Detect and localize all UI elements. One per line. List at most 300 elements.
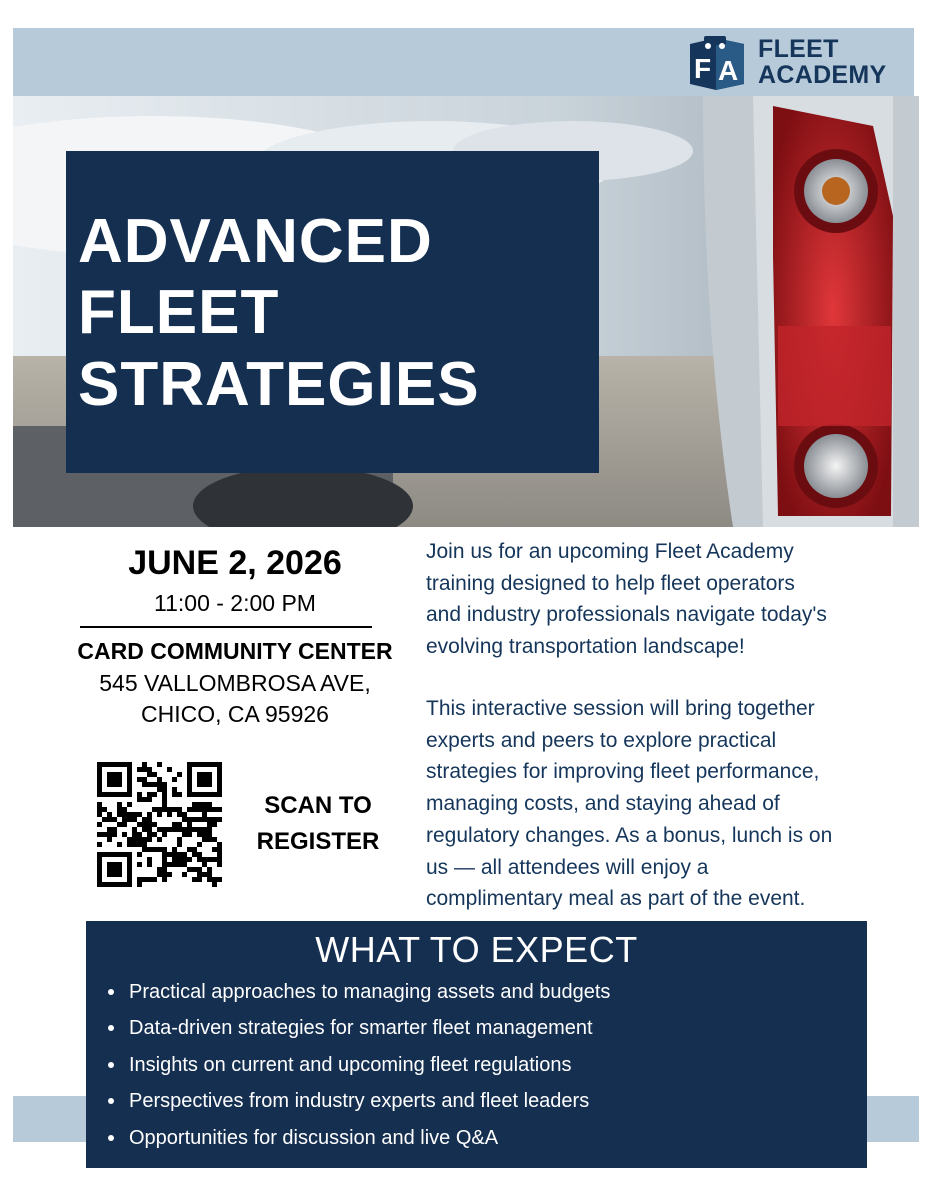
qr-module [202, 827, 207, 832]
qr-module [177, 792, 182, 797]
qr-module [187, 777, 192, 782]
qr-module [97, 862, 102, 867]
qr-module [137, 792, 142, 797]
address-line-2: CHICO, CA 95926 [141, 701, 329, 727]
qr-module [207, 777, 212, 782]
qr-module [97, 872, 102, 877]
qr-module [182, 812, 187, 817]
qr-module [137, 822, 142, 827]
qr-module [127, 872, 132, 877]
qr-module [157, 847, 162, 852]
qr-module [112, 792, 117, 797]
qr-module [137, 837, 142, 842]
expect-list-item [129, 1013, 610, 1049]
qr-module [147, 797, 152, 802]
qr-module [97, 842, 102, 847]
qr-module [192, 867, 197, 872]
qr-module [202, 857, 207, 862]
qr-module [207, 837, 212, 842]
qr-module [167, 852, 172, 857]
intro-paragraph-2 [426, 693, 906, 915]
qr-module [197, 777, 202, 782]
qr-module [137, 842, 142, 847]
qr-module [197, 852, 202, 857]
bullet-icon [108, 1025, 114, 1031]
qr-module [207, 877, 212, 882]
qr-module [107, 782, 112, 787]
qr-module [197, 807, 202, 812]
qr-module [207, 867, 212, 872]
qr-module [202, 772, 207, 777]
qr-module [157, 782, 162, 787]
qr-module [117, 807, 122, 812]
qr-module [102, 832, 107, 837]
qr-module [137, 832, 142, 837]
intro-p2-line: strategies for improving fleet performance, [426, 760, 820, 784]
qr-module [112, 782, 117, 787]
qr-module [127, 867, 132, 872]
qr-module [137, 767, 142, 772]
qr-module [147, 772, 152, 777]
qr-module [142, 837, 147, 842]
qr-module [142, 777, 147, 782]
qr-module [207, 807, 212, 812]
qr-module [147, 832, 152, 837]
qr-module [202, 807, 207, 812]
qr-module [142, 877, 147, 882]
qr-module [157, 837, 162, 842]
qr-module [207, 802, 212, 807]
qr-module [212, 762, 217, 767]
qr-module [127, 837, 132, 842]
qr-module [122, 852, 127, 857]
qr-module [122, 832, 127, 837]
qr-module [152, 847, 157, 852]
qr-module [97, 867, 102, 872]
qr-module [197, 762, 202, 767]
qr-module [192, 817, 197, 822]
qr-module [112, 772, 117, 777]
qr-module [217, 807, 222, 812]
qr-module [102, 817, 107, 822]
qr-module [177, 852, 182, 857]
qr-module [177, 822, 182, 827]
qr-module [197, 872, 202, 877]
qr-module [207, 832, 212, 837]
qr-module [162, 877, 167, 882]
qr-module [127, 787, 132, 792]
qr-module [182, 862, 187, 867]
qr-module [192, 792, 197, 797]
qr-module [177, 827, 182, 832]
qr-module [152, 807, 157, 812]
qr-module [172, 852, 177, 857]
qr-module [162, 857, 167, 862]
expect-item-text: Data-driven strategies for smarter fleet management [129, 1017, 593, 1040]
qr-module [97, 807, 102, 812]
qr-module [117, 802, 122, 807]
qr-module [187, 847, 192, 852]
intro-p1-line: and industry professionals navigate today's [426, 603, 827, 627]
scan-line-2: REGISTER [256, 828, 380, 855]
qr-module [202, 872, 207, 877]
qr-module [187, 782, 192, 787]
qr-module [122, 762, 127, 767]
qr-module [167, 812, 172, 817]
expect-list-item [129, 1123, 610, 1159]
event-venue: CARD COMMUNITY CENTER [77, 638, 393, 664]
qr-module [117, 867, 122, 872]
qr-module [137, 882, 142, 887]
qr-module [207, 822, 212, 827]
qr-module [187, 792, 192, 797]
qr-module [107, 777, 112, 782]
qr-module [217, 787, 222, 792]
fleet-academy-logo [686, 33, 906, 91]
qr-module [107, 837, 112, 842]
qr-module [147, 837, 152, 842]
qr-module [172, 787, 177, 792]
qr-module [102, 807, 107, 812]
qr-module [147, 877, 152, 882]
qr-module [182, 872, 187, 877]
qr-module [97, 767, 102, 772]
qr-module [147, 857, 152, 862]
bullet-icon [108, 1062, 114, 1068]
qr-module [182, 827, 187, 832]
qr-module [122, 822, 127, 827]
qr-module [207, 872, 212, 877]
qr-module [97, 802, 102, 807]
intro-p2-line: managing costs, and staying ahead of [426, 792, 780, 816]
qr-module [127, 842, 132, 847]
qr-module [107, 882, 112, 887]
qr-module [107, 812, 112, 817]
qr-module [212, 807, 217, 812]
qr-module [142, 782, 147, 787]
qr-module [187, 772, 192, 777]
qr-module [217, 782, 222, 787]
qr-module [172, 827, 177, 832]
qr-module [117, 822, 122, 827]
qr-module [97, 762, 102, 767]
qr-module [172, 807, 177, 812]
qr-module [172, 792, 177, 797]
qr-module [167, 872, 172, 877]
svg-text:A: A [718, 55, 739, 86]
qr-module [177, 807, 182, 812]
qr-module [97, 877, 102, 882]
qr-module [97, 777, 102, 782]
qr-module [177, 862, 182, 867]
intro-p2-line: This interactive session will bring together [426, 697, 815, 720]
qr-module [162, 872, 167, 877]
qr-module [207, 762, 212, 767]
qr-module [102, 882, 107, 887]
qr-module [117, 882, 122, 887]
qr-module [102, 792, 107, 797]
qr-module [127, 772, 132, 777]
intro-p1-line: Join us for an upcoming Fleet Academy [426, 540, 794, 563]
qr-module [187, 832, 192, 837]
qr-module [187, 822, 192, 827]
qr-module [157, 812, 162, 817]
qr-module [202, 777, 207, 782]
qr-module [107, 862, 112, 867]
qr-module [107, 772, 112, 777]
qr-module [177, 812, 182, 817]
qr-module [177, 837, 182, 842]
qr-module [107, 832, 112, 837]
expect-item-text: Opportunities for discussion and live Q&A [129, 1126, 499, 1149]
qr-module [142, 827, 147, 832]
qr-module [127, 762, 132, 767]
qr-module [97, 812, 102, 817]
expect-item-text: Perspectives from industry experts and fleet leaders [129, 1090, 590, 1113]
qr-module [172, 822, 177, 827]
qr-module [147, 847, 152, 852]
qr-module [217, 847, 222, 852]
qr-module [212, 837, 217, 842]
qr-module [147, 812, 152, 817]
qr-module [177, 857, 182, 862]
qr-module [192, 807, 197, 812]
qr-module [97, 857, 102, 862]
qr-module [202, 817, 207, 822]
qr-module [127, 882, 132, 887]
qr-module [207, 817, 212, 822]
qr-module [187, 817, 192, 822]
qr-module [97, 772, 102, 777]
bullet-icon [108, 1098, 114, 1104]
what-to-expect-heading: WHAT TO EXPECT [315, 929, 638, 970]
qr-module [97, 782, 102, 787]
qr-module [172, 857, 177, 862]
qr-module [212, 857, 217, 862]
qr-module [187, 857, 192, 862]
intro-p1-line: evolving transportation landscape! [426, 635, 745, 659]
qr-module [132, 837, 137, 842]
qr-module [167, 862, 172, 867]
qr-module [187, 767, 192, 772]
qr-module [97, 832, 102, 837]
qr-module [132, 827, 137, 832]
qr-module [147, 827, 152, 832]
qr-module [212, 792, 217, 797]
qr-module [152, 832, 157, 837]
qr-module [197, 832, 202, 837]
qr-module [197, 857, 202, 862]
qr-module [167, 807, 172, 812]
qr-module [112, 882, 117, 887]
qr-module [157, 762, 162, 767]
qr-module [212, 847, 217, 852]
qr-module [137, 852, 142, 857]
qr-module [182, 852, 187, 857]
expect-item-text: Practical approaches to managing assets and budgets [129, 981, 611, 1003]
qr-module [127, 782, 132, 787]
qr-module [117, 782, 122, 787]
intro-p2-line: experts and peers to explore practical [426, 728, 777, 752]
qr-module [212, 822, 217, 827]
qr-module [167, 827, 172, 832]
qr-module [117, 792, 122, 797]
qr-module [117, 762, 122, 767]
qr-module [147, 817, 152, 822]
qr-module [97, 787, 102, 792]
qr-module [112, 762, 117, 767]
qr-module [192, 802, 197, 807]
qr-module [132, 817, 137, 822]
qr-module [182, 857, 187, 862]
qr-module [197, 782, 202, 787]
qr-module [112, 867, 117, 872]
qr-module [142, 762, 147, 767]
qr-code-icon[interactable] [97, 762, 222, 887]
qr-module [112, 862, 117, 867]
qr-module [207, 772, 212, 777]
qr-module [187, 867, 192, 872]
qr-module [197, 867, 202, 872]
qr-module [162, 847, 167, 852]
qr-module [217, 877, 222, 882]
qr-module [107, 817, 112, 822]
qr-module [142, 797, 147, 802]
qr-module [107, 872, 112, 877]
qr-module [112, 827, 117, 832]
qr-module [152, 822, 157, 827]
qr-module [177, 842, 182, 847]
qr-module [162, 862, 167, 867]
qr-module [157, 867, 162, 872]
qr-module [192, 852, 197, 857]
logo-line-2: ACADEMY [758, 61, 887, 89]
qr-module [162, 782, 167, 787]
qr-module [117, 872, 122, 877]
qr-module [97, 792, 102, 797]
qr-module [137, 777, 142, 782]
expect-list-item [129, 1050, 610, 1086]
qr-module [197, 877, 202, 882]
qr-module [167, 767, 172, 772]
qr-module [202, 837, 207, 842]
qr-module [117, 777, 122, 782]
qr-module [142, 822, 147, 827]
bullet-icon [108, 989, 114, 995]
qr-module [217, 852, 222, 857]
qr-module [127, 767, 132, 772]
qr-module [122, 812, 127, 817]
qr-module [152, 782, 157, 787]
qr-module [107, 827, 112, 832]
qr-module [147, 767, 152, 772]
qr-module [112, 817, 117, 822]
qr-module [117, 842, 122, 847]
intro-p2-line: complimentary meal as part of the event. [426, 887, 806, 911]
qr-module [207, 827, 212, 832]
qr-module [172, 862, 177, 867]
qr-module [152, 772, 157, 777]
qr-module [117, 772, 122, 777]
qr-module [117, 852, 122, 857]
qr-module [147, 862, 152, 867]
scan-to-register-label [238, 788, 398, 860]
qr-module [127, 817, 132, 822]
qr-module [212, 877, 217, 882]
qr-module [97, 822, 102, 827]
logo-wordmark [758, 36, 887, 88]
qr-module [197, 792, 202, 797]
qr-module [202, 782, 207, 787]
qr-module [202, 792, 207, 797]
qr-module [132, 842, 137, 847]
qr-module [207, 792, 212, 797]
qr-module [157, 807, 162, 812]
qr-module [127, 862, 132, 867]
qr-module [162, 792, 167, 797]
qr-module [137, 877, 142, 882]
divider [80, 626, 372, 628]
qr-module [197, 842, 202, 847]
qr-module [182, 832, 187, 837]
qr-module [157, 777, 162, 782]
qr-module [187, 787, 192, 792]
qr-module [147, 822, 152, 827]
qr-module [127, 777, 132, 782]
qr-module [137, 797, 142, 802]
qr-module [162, 832, 167, 837]
qr-module [122, 817, 127, 822]
qr-module [217, 857, 222, 862]
qr-module [217, 792, 222, 797]
qr-module [127, 852, 132, 857]
scan-line-1: SCAN TO [264, 792, 372, 819]
event-date: JUNE 2, 2026 [128, 544, 342, 582]
qr-module [162, 802, 167, 807]
qr-module [127, 812, 132, 817]
qr-module [107, 762, 112, 767]
qr-module [107, 867, 112, 872]
qr-module [142, 842, 147, 847]
qr-module [132, 832, 137, 837]
qr-module [122, 882, 127, 887]
qr-module [137, 812, 142, 817]
qr-module [217, 772, 222, 777]
qr-module [142, 817, 147, 822]
qr-module [172, 777, 177, 782]
qr-module [157, 872, 162, 877]
qr-module [202, 862, 207, 867]
qr-module [187, 827, 192, 832]
qr-module [162, 807, 167, 812]
qr-module [122, 792, 127, 797]
qr-module [162, 852, 167, 857]
qr-module [127, 857, 132, 862]
qr-module [102, 852, 107, 857]
qr-module [147, 782, 152, 787]
qr-module [162, 787, 167, 792]
qr-module [217, 767, 222, 772]
qr-module [212, 817, 217, 822]
qr-module [162, 827, 167, 832]
expect-list-item [129, 1086, 610, 1122]
what-to-expect-box [86, 921, 867, 1168]
intro-paragraph-1 [426, 536, 906, 663]
qr-module [197, 817, 202, 822]
qr-module [152, 792, 157, 797]
expect-item-text: Insights on current and upcoming fleet regulations [129, 1053, 572, 1076]
event-time: 11:00 - 2:00 PM [154, 590, 316, 616]
